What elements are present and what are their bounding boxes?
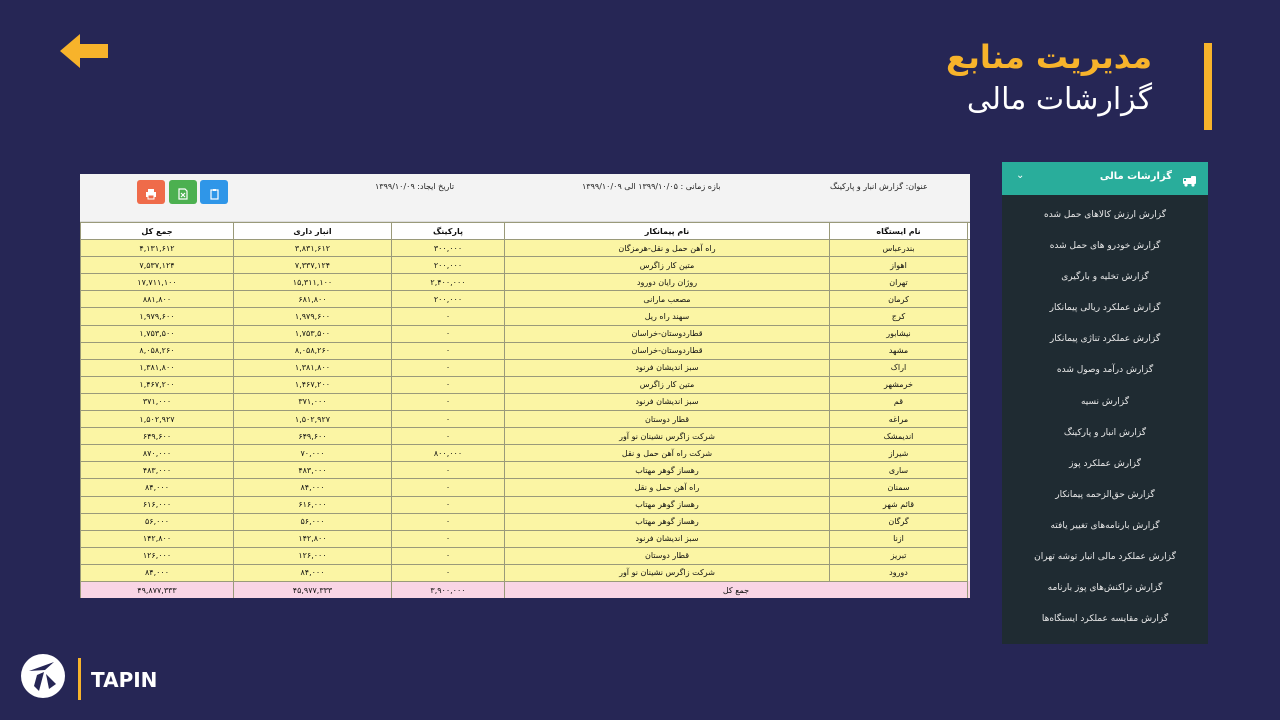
sidebar-header-label: گزارشات مالی	[1099, 171, 1172, 182]
cell-contractor: متین کار زاگرس	[505, 376, 830, 393]
sidebar-menu-item[interactable]: گزارش انبار و پارکینگ	[1063, 427, 1147, 438]
sidebar-menu-item[interactable]: گزارش خودرو های حمل شده	[1049, 241, 1161, 252]
cell-parking: ۰	[392, 513, 505, 530]
cell-contractor: مصعب مارانی	[505, 291, 830, 308]
cell-station: شیراز	[830, 445, 968, 462]
cell-station: کرمان	[830, 291, 968, 308]
cell-parking: ۲۰۰,۰۰۰	[392, 257, 505, 274]
cell-station: اراک	[830, 359, 968, 376]
cell-parking: ۰	[392, 308, 505, 325]
brand-divider	[78, 658, 81, 700]
sidebar-menu-item[interactable]: گزارش تخلیه و بارگیری	[1061, 272, 1149, 283]
copy-button[interactable]	[200, 180, 228, 204]
print-button[interactable]	[137, 180, 165, 204]
table-row	[81, 496, 971, 513]
tapin-logo-icon	[20, 653, 66, 699]
cell-total: ۴,۱۳۱,۶۱۲	[81, 240, 234, 257]
report-table	[80, 222, 970, 598]
cell-total: ۱۲۶,۰۰۰	[81, 547, 234, 564]
table-row	[81, 547, 971, 564]
cell-contractor: سبز اندیشان فرنود	[505, 359, 830, 376]
table-row	[81, 530, 971, 547]
table-row	[81, 445, 971, 462]
back-arrow-icon[interactable]	[60, 32, 110, 70]
cell-station: نیشابور	[830, 325, 968, 342]
stub-cell	[968, 581, 971, 598]
sidebar-menu-item[interactable]: گزارش تراکنش‌های پوز بارنامه	[1047, 583, 1163, 594]
cell-parking: ۰	[392, 462, 505, 479]
cell-station: بندرعباس	[830, 240, 968, 257]
cell-contractor: قطار دوستان	[505, 411, 830, 428]
cell-parking: ۳۰۰,۰۰۰	[392, 240, 505, 257]
table-row	[81, 359, 971, 376]
cell-warehouse: ۷۰,۰۰۰	[234, 445, 392, 462]
cell-parking: ۰	[392, 325, 505, 342]
cell-station: مشهد	[830, 342, 968, 359]
sidebar-menu-item[interactable]: گزارش مقایسه عملکرد ایستگاه‌ها	[1041, 614, 1169, 625]
cell-warehouse: ۱,۳۸۱,۸۰۰	[234, 359, 392, 376]
stub-cell	[968, 308, 971, 325]
cell-station: ساری	[830, 462, 968, 479]
page-title: مدیریت منابع	[945, 38, 1152, 76]
table-row	[81, 513, 971, 530]
cell-station: تبریز	[830, 547, 968, 564]
cell-total: ۸,۰۵۸,۲۶۰	[81, 342, 234, 359]
cell-contractor: شرکت زاگرس نشینان نو آور	[505, 564, 830, 581]
cell-warehouse: ۸۴,۰۰۰	[234, 564, 392, 581]
stub-cell	[968, 496, 971, 513]
report-date-range: بازه زمانی : ۱۳۹۹/۱۰/۰۵ الی ۱۳۹۹/۱۰/۰۹	[582, 182, 721, 191]
excel-button[interactable]	[169, 180, 197, 204]
cell-parking: ۲۰۰,۰۰۰	[392, 291, 505, 308]
column-header-parking[interactable]: پارکینگ	[392, 223, 505, 240]
cell-parking: ۲,۴۰۰,۰۰۰	[392, 274, 505, 291]
copy-icon	[208, 188, 220, 200]
cell-total: ۱,۵۰۲,۹۲۷	[81, 411, 234, 428]
cell-total: ۱,۴۶۷,۲۰۰	[81, 376, 234, 393]
table-row	[81, 240, 971, 257]
sidebar-menu-item[interactable]: گزارش ارزش کالاهای حمل شده	[1044, 210, 1166, 220]
cell-station: کرج	[830, 308, 968, 325]
table-row	[81, 325, 971, 342]
cell-parking: ۰	[392, 428, 505, 445]
cell-station: مراغه	[830, 411, 968, 428]
stub-cell	[968, 411, 971, 428]
cell-total: ۱,۷۵۳,۵۰۰	[81, 325, 234, 342]
cell-contractor: متین کار زاگرس	[505, 257, 830, 274]
stub-cell	[968, 479, 971, 496]
column-header-stub	[968, 223, 971, 240]
cell-contractor: راه آهن حمل و نقل	[505, 479, 830, 496]
table-row	[81, 291, 971, 308]
cell-total: ۷,۵۳۷,۱۲۴	[81, 257, 234, 274]
stub-cell	[968, 462, 971, 479]
stub-cell	[968, 240, 971, 257]
total-parking-cell: ۳,۹۰۰,۰۰۰	[392, 581, 505, 598]
cell-warehouse: ۱,۵۰۲,۹۲۷	[234, 411, 392, 428]
cell-contractor: قطار دوستان	[505, 547, 830, 564]
cell-parking: ۰	[392, 359, 505, 376]
stub-cell	[968, 428, 971, 445]
cell-warehouse: ۱۴۲,۸۰۰	[234, 530, 392, 547]
cell-station: قم	[830, 393, 968, 410]
sidebar-menu-item[interactable]: گزارش عملکرد پوز	[1069, 458, 1141, 469]
cell-total: ۶۱۶,۰۰۰	[81, 496, 234, 513]
column-header-warehouse[interactable]: انبار داری	[234, 223, 392, 240]
cell-total: ۸۷۰,۰۰۰	[81, 445, 234, 462]
stub-cell	[968, 564, 971, 581]
cell-warehouse: ۴۸۳,۰۰۰	[234, 462, 392, 479]
sidebar-menu-item[interactable]: گزارش عملکرد تناژی پیمانکار	[1049, 334, 1161, 345]
table-row	[81, 411, 971, 428]
cell-contractor: سهند راه ریل	[505, 308, 830, 325]
cell-warehouse: ۶۴۹,۶۰۰	[234, 428, 392, 445]
cell-parking: ۰	[392, 564, 505, 581]
stub-cell	[968, 376, 971, 393]
stub-cell	[968, 291, 971, 308]
sidebar	[1002, 162, 1208, 644]
cell-parking: ۰	[392, 496, 505, 513]
report-created-date: تاریخ ایجاد: ۱۳۹۹/۱۰/۰۹	[375, 182, 455, 191]
stub-cell	[968, 342, 971, 359]
cell-warehouse: ۱,۷۵۳,۵۰۰	[234, 325, 392, 342]
stub-cell	[968, 325, 971, 342]
cell-total: ۶۴۹,۶۰۰	[81, 428, 234, 445]
cell-contractor: سبز اندیشان فرنود	[505, 393, 830, 410]
stub-cell	[968, 547, 971, 564]
total-warehouse-cell: ۴۵,۹۷۷,۳۳۳	[234, 581, 392, 598]
cell-total: ۱۴۲,۸۰۰	[81, 530, 234, 547]
cell-contractor: قطاردوستان-خراسان	[505, 325, 830, 342]
cell-warehouse: ۱,۴۶۷,۲۰۰	[234, 376, 392, 393]
cell-total: ۴۸۳,۰۰۰	[81, 462, 234, 479]
table-row	[81, 308, 971, 325]
sidebar-menu-item[interactable]: گزارش عملکرد ریالی پیمانکار	[1049, 303, 1161, 314]
cell-total: ۸۸۱,۸۰۰	[81, 291, 234, 308]
sidebar-header[interactable]	[1002, 162, 1208, 195]
total-cell: ۴۹,۸۷۷,۳۳۳	[81, 581, 234, 598]
table-header-row	[81, 223, 971, 240]
cell-contractor: رهساز گوهر مهتاب	[505, 496, 830, 513]
cell-parking: ۸۰۰,۰۰۰	[392, 445, 505, 462]
cell-warehouse: ۷,۳۳۷,۱۲۴	[234, 257, 392, 274]
cell-contractor: شرکت زاگرس نشینان نو آور	[505, 428, 830, 445]
chevron-down-icon: ⌄	[1016, 170, 1025, 181]
report-toolbar	[80, 174, 970, 222]
cell-contractor: قطاردوستان-خراسان	[505, 342, 830, 359]
brand-name: TAPIN	[91, 668, 158, 692]
stub-cell	[968, 513, 971, 530]
cell-station: اندیمشک	[830, 428, 968, 445]
cell-parking: ۰	[392, 342, 505, 359]
table-row	[81, 564, 971, 581]
sidebar-menu-item[interactable]: گزارش بارنامه‌های تغییر یافته	[1050, 520, 1160, 531]
stub-cell	[968, 393, 971, 410]
cell-station: گرگان	[830, 513, 968, 530]
cell-parking: ۰	[392, 530, 505, 547]
cell-contractor: سبز اندیشان فرنود	[505, 530, 830, 547]
total-label-cell: جمع کل	[505, 581, 968, 598]
table-row	[81, 479, 971, 496]
report-panel	[80, 174, 970, 598]
cell-total: ۱,۹۷۹,۶۰۰	[81, 308, 234, 325]
stub-cell	[968, 257, 971, 274]
cell-total: ۱,۳۸۱,۸۰۰	[81, 359, 234, 376]
cell-station: دورود	[830, 564, 968, 581]
cell-total: ۸۴,۰۰۰	[81, 479, 234, 496]
table-row	[81, 274, 971, 291]
table-row	[81, 462, 971, 479]
page-subtitle: گزارشات مالی	[966, 82, 1152, 117]
cell-total: ۵۶,۰۰۰	[81, 513, 234, 530]
cell-contractor: راه آهن حمل و نقل-هرمزگان	[505, 240, 830, 257]
cell-station: ازنا	[830, 530, 968, 547]
print-icon	[145, 188, 157, 200]
cell-total: ۱۷,۷۱۱,۱۰۰	[81, 274, 234, 291]
cell-contractor: رهساز گوهر مهتاب	[505, 513, 830, 530]
totals-row	[81, 581, 971, 598]
cell-parking: ۰	[392, 547, 505, 564]
cell-contractor: روژان رایان دورود	[505, 274, 830, 291]
table-row	[81, 393, 971, 410]
cell-warehouse: ۶۸۱,۸۰۰	[234, 291, 392, 308]
cell-warehouse: ۵۶,۰۰۰	[234, 513, 392, 530]
stub-cell	[968, 530, 971, 547]
sidebar-menu	[1002, 195, 1208, 635]
cell-warehouse: ۳۷۱,۰۰۰	[234, 393, 392, 410]
cell-warehouse: ۶۱۶,۰۰۰	[234, 496, 392, 513]
sidebar-menu-item[interactable]: گزارش نسیه	[1080, 396, 1130, 407]
train-icon	[1182, 172, 1198, 191]
stub-cell	[968, 274, 971, 291]
cell-parking: ۰	[392, 376, 505, 393]
cell-station: سمنان	[830, 479, 968, 496]
stub-cell	[968, 359, 971, 376]
cell-warehouse: ۸,۰۵۸,۲۶۰	[234, 342, 392, 359]
table-row	[81, 428, 971, 445]
cell-warehouse: ۳,۸۳۱,۶۱۲	[234, 240, 392, 257]
cell-parking: ۰	[392, 479, 505, 496]
table-row	[81, 376, 971, 393]
table-row	[81, 257, 971, 274]
cell-contractor: رهساز گوهر مهتاب	[505, 462, 830, 479]
column-header-station[interactable]: نام ایستگاه	[830, 223, 968, 240]
sidebar-menu-item[interactable]: گزارش حق‌الزحمه پیمانکار	[1055, 489, 1155, 500]
cell-total: ۸۴,۰۰۰	[81, 564, 234, 581]
sidebar-menu-item[interactable]: گزارش عملکرد مالی انبار توشه تهران	[1034, 552, 1176, 563]
cell-parking: ۰	[392, 411, 505, 428]
cell-contractor: شرکت راه آهن حمل و نقل	[505, 445, 830, 462]
sidebar-menu-item[interactable]: گزارش درآمد وصول شده	[1056, 365, 1154, 376]
stub-cell	[968, 445, 971, 462]
report-title: عنوان: گزارش انبار و پارکینگ	[830, 182, 928, 191]
cell-warehouse: ۸۴,۰۰۰	[234, 479, 392, 496]
cell-parking: ۰	[392, 393, 505, 410]
cell-warehouse: ۱,۹۷۹,۶۰۰	[234, 308, 392, 325]
cell-station: خرمشهر	[830, 376, 968, 393]
column-header-contractor[interactable]: نام پیمانکار	[505, 223, 830, 240]
title-accent-bar	[1204, 43, 1212, 130]
cell-station: اهواز	[830, 257, 968, 274]
table-row	[81, 342, 971, 359]
cell-warehouse: ۱۲۶,۰۰۰	[234, 547, 392, 564]
excel-icon	[177, 188, 189, 200]
cell-total: ۳۷۱,۰۰۰	[81, 393, 234, 410]
cell-station: قائم شهر	[830, 496, 968, 513]
column-header-total[interactable]: جمع کل	[81, 223, 234, 240]
cell-station: تهران	[830, 274, 968, 291]
cell-warehouse: ۱۵,۳۱۱,۱۰۰	[234, 274, 392, 291]
